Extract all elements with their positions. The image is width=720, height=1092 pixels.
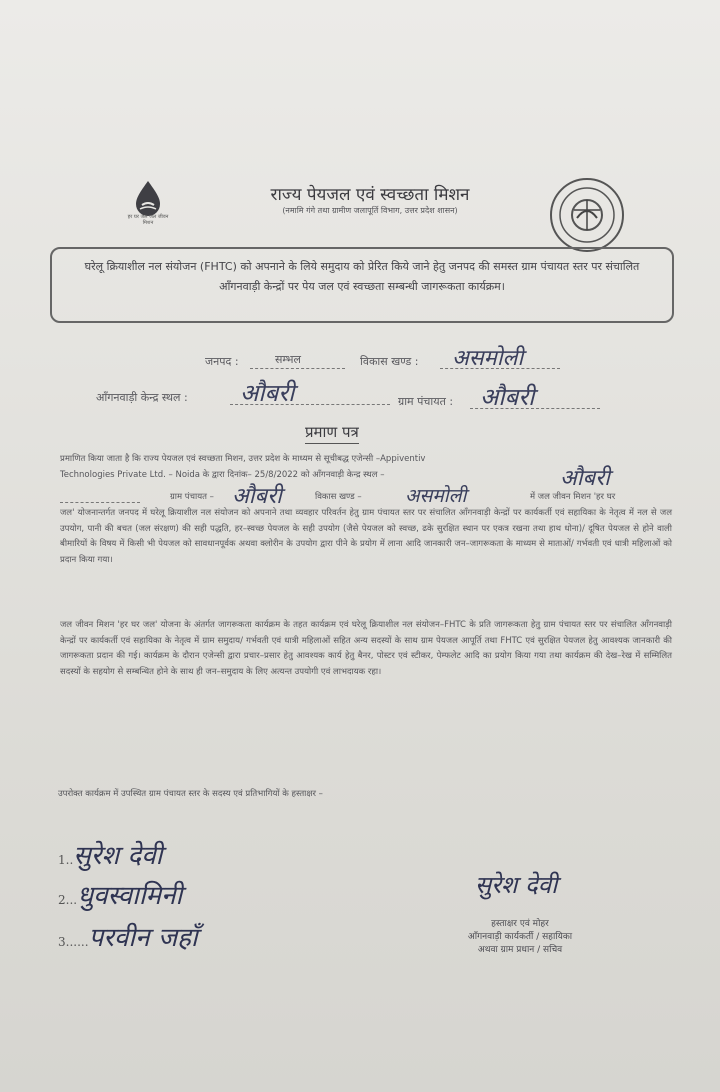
para1-line3-tail: में जल जीवन मिशन 'हर घर xyxy=(530,492,616,502)
attendance-intro: उपरोक्त कार्यक्रम में उपस्थित ग्राम पंचायत स्तर के सदस्य एवं प्रतिभागियों के हस्ताक्षर – xyxy=(58,789,323,799)
signatory-line1: हस्ताक्षर एवं मोहर xyxy=(491,919,549,929)
vikas-khand-label: विकास खण्ड : xyxy=(360,355,419,368)
vikas-khand-value: असमोली xyxy=(452,346,524,371)
anganwadi-value: औबरी xyxy=(240,379,295,407)
gram-panchayat-label: ग्राम पंचायत : xyxy=(398,395,454,408)
gram-panchayat-value: औबरी xyxy=(480,383,535,411)
department-title: राज्य पेयजल एवं स्वच्छता मिशन xyxy=(270,185,470,205)
handwritten-centre: औबरी xyxy=(560,466,610,491)
program-banner: घरेलू क्रियाशील नल संयोजन (FHTC) को अपनाने के लिये समुदाय को प्रेरित किये जाने हेतु जनपद की समस्त ग्राम पंचायत स्तर पर संचालित आँगनवाड़ी केन्द्रों पर पेय जल एवं स्वच्छता सम्बन्धी जागरूकता कार्यक्रम। xyxy=(50,247,674,323)
certificate-para1-line1: प्रमाणित किया जाता है कि राज्य पेयजल एवं स्वच्छता मिशन, उत्तर प्रदेश के माध्यम से सूचीबद्ध एजेन्सी –Appiventiv xyxy=(60,454,426,464)
signatory-line3: अथवा ग्राम प्रधान / सचिव xyxy=(477,945,563,955)
certificate-para2: जल जीवन मिशन 'हर घर जल' योजना के अंतर्गत जागरूकता कार्यक्रम के तहत कार्यक्रम एवं घरेलू क्रियाशील नल संयोजन–FHTC के प्रति जागरूकता हेतु ग्राम पंचायत स्तर पर संचालित आँगनवाड़ी केन्द्रों पर कार्यकर्ती एवं सहायिका के नेतृत्व में ग्राम समुदाय/ गर्भवती एवं धात्री महिलाओं सहित अन्य सदस्यों के साथ ग्राम पेयजल आपूर्ति तथा FHTC एवं सुरक्षित पेयजल हेतु आवश्यक जानकारी की जागरूकता प्रदान की गई। कार्यक्रम के दौरान एजेन्सी द्वारा प्रचार–प्रसार हेतु आवश्यक कार्य हेतु बैनर, पोस्टर एवं स्टीकर, पेम्फलेट आदि का प्रयोग किया गया तथा कार्यक्रम की देख–रेख में सम्मिलित सदस्यों के सहयोग से सम्बन्धित होने के साथ ही जन–समुदाय के लिए अत्यन्त उपयोगी एवं लाभदायक रहा। xyxy=(60,620,672,677)
certificate-para1-line3 xyxy=(60,484,672,509)
participant-signature-2: 2...धुवस्वामिनी xyxy=(58,881,183,911)
para1-blank-line xyxy=(60,502,140,503)
signatory-line2: आँगनवाड़ी कार्यकर्ती / सहायिका xyxy=(467,932,573,942)
para1-vk-label: विकास खण्ड – xyxy=(315,492,362,502)
water-drop-icon xyxy=(128,178,168,218)
department-subtitle: (नमामि गंगे तथा ग्रामीण जलापूर्ति विभाग, उत्तर प्रदेश शासन) xyxy=(282,206,458,215)
signatory-signature: सुरेश देवी xyxy=(475,871,558,899)
anganwadi-label: आँगनवाड़ी केन्द्र स्थल : xyxy=(96,391,188,404)
janpad-line xyxy=(250,368,345,369)
janpad-value: सम्भल xyxy=(275,353,301,366)
handwritten-gram-panchayat: औबरी xyxy=(232,484,282,509)
para1-gp-label: ग्राम पंचायत – xyxy=(170,492,214,502)
logo-caption: हर घर जल जल जीवन मिशन xyxy=(127,214,169,226)
participant-signature-3: 3......परवीन जहाँ xyxy=(58,923,198,953)
up-government-seal-icon xyxy=(550,178,624,252)
participant-signature-1: 1..सुरेश देवी xyxy=(58,841,163,871)
handwritten-vikas-khand: असमोली xyxy=(405,485,467,507)
janpad-label: जनपद : xyxy=(205,355,239,368)
certificate-para1-line2: Technologies Private Ltd. – Noida के द्वारा दिनांक– 25/8/2022 को आँगनवाड़ी केन्द्र स्थल – xyxy=(60,470,385,480)
certificate-para1-rest: जल' योजनान्तर्गत जनपद में घरेलू क्रियाशील नल संयोजन को अपनाने तथा व्यवहार परिवर्तन हेतु ग्राम पंचायत स्तर पर संचालित आँगनवाड़ी केन्द्रों पर कार्यकर्ती एवं सहायिका के नेतृत्व में नल से जल उपयोग, पानी की बचत (जल संरक्षण) की सही पद्धति, हर–स्वच्छ पेयजल के सही उपयोग (जैसे पेयजल को स्वच्छ, ढके सुरक्षित स्थान पर एकत्र रखना तथा हाथ धोना)/ दूषित पेयजल से होने वाली बीमारियों के विषय में किसी भी पेयजल को सावधानपूर्वक अथवा क्लोरीन के उपयोग द्वारा पीने के प्रयोग में लाना आदि जानकारी जन–जागरूकता के माध्यम से माताओं/ गर्भवती एवं धात्री महिलाओं को प्रदान किया गया। xyxy=(60,508,672,565)
certificate-heading: प्रमाण पत्र xyxy=(305,422,359,444)
signatory-block xyxy=(430,918,610,957)
jal-jeevan-mission-logo xyxy=(128,178,168,234)
